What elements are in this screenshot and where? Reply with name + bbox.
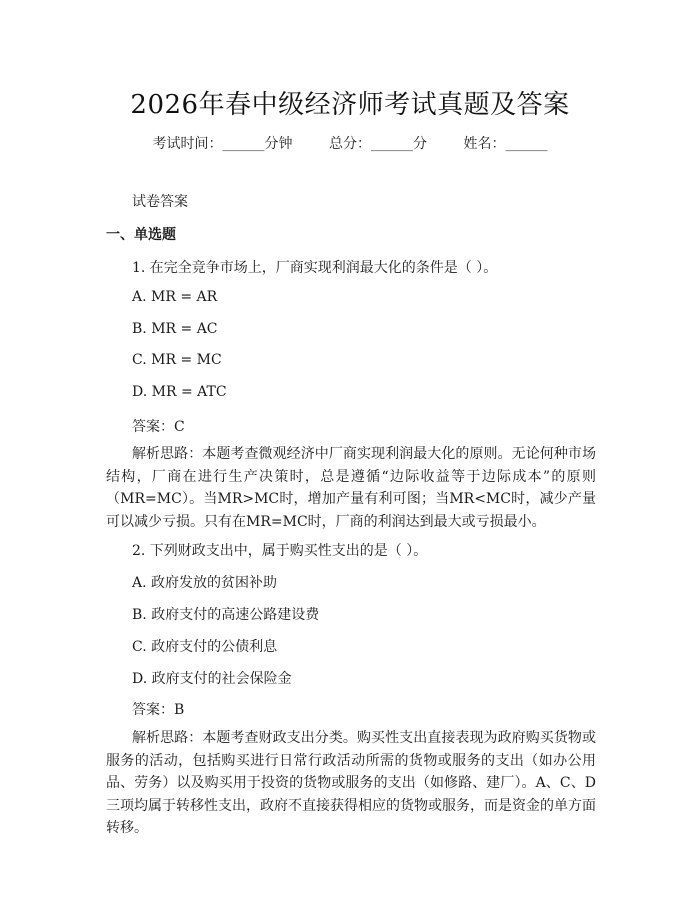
option-c: C. MR = MC: [132, 352, 222, 368]
option-a: A. 政府发放的贫困补助: [132, 575, 278, 591]
student-name-blank: ______: [505, 136, 548, 152]
section-heading: 一、单选题: [106, 227, 176, 243]
section-subtitle: 试卷答案: [132, 194, 188, 210]
total-score-field: [329, 133, 427, 153]
student-name-label: 姓名：: [463, 136, 506, 152]
option-d: D. MR = ATC: [132, 384, 227, 400]
answer-line: 答案：B: [132, 702, 185, 718]
option-b: B. MR = AC: [132, 321, 218, 337]
option-c: C. 政府支付的公债利息: [132, 639, 278, 655]
exam-time-label: 考试时间：: [152, 136, 223, 152]
total-score-unit: 分: [413, 136, 427, 152]
total-score-label: 总分：: [329, 136, 371, 152]
answer-line: 答案：C: [132, 419, 185, 435]
total-score-blank: ______: [371, 136, 413, 152]
analysis-paragraph: 解析思路：本题考查微观经济中厂商实现利润最大化的原则。无论何种市场结构，厂商在进行生产决策时，总是遵循“边际收益等于边际成本”的原则（MR=MC）。当MR>MC时，增加产量有利可图；当MR<MC时，减少产量可以减少亏损。只有在MR=MC时，厂商的利润达到最大或亏损最小。: [106, 446, 596, 530]
exam-time-field: [153, 133, 293, 153]
question-stem: 2. 下列财政支出中，属于购买性支出的是（ ）。: [132, 543, 428, 559]
analysis-paragraph: 解析思路：本题考查财政支出分类。购买性支出直接表现为政府购买货物或服务的活动，包括购买进行日常行政活动所需的货物或服务的支出（如办公用品、劳务）以及购买用于投资的货物或服务的支出（如修路、建厂）。A、C、D三项均属于转移性支出，政府不直接获得相应的货物或服务，而是资金的单方面转移。: [106, 730, 596, 836]
exam-time-unit: 分钟: [264, 136, 293, 152]
exam-time-blank: ______: [222, 136, 265, 152]
question-stem: 1. 在完全竞争市场上，厂商实现利润最大化的条件是（ ）。: [132, 260, 498, 276]
option-a: A. MR = AR: [132, 289, 218, 305]
option-d: D. 政府支付的社会保险金: [132, 671, 292, 687]
exam-info-line: [0, 133, 700, 153]
option-b: B. 政府支付的高速公路建设费: [132, 607, 320, 623]
student-name-field: [463, 133, 547, 153]
page-title: 2026年春中级经济师考试真题及答案: [130, 90, 570, 120]
